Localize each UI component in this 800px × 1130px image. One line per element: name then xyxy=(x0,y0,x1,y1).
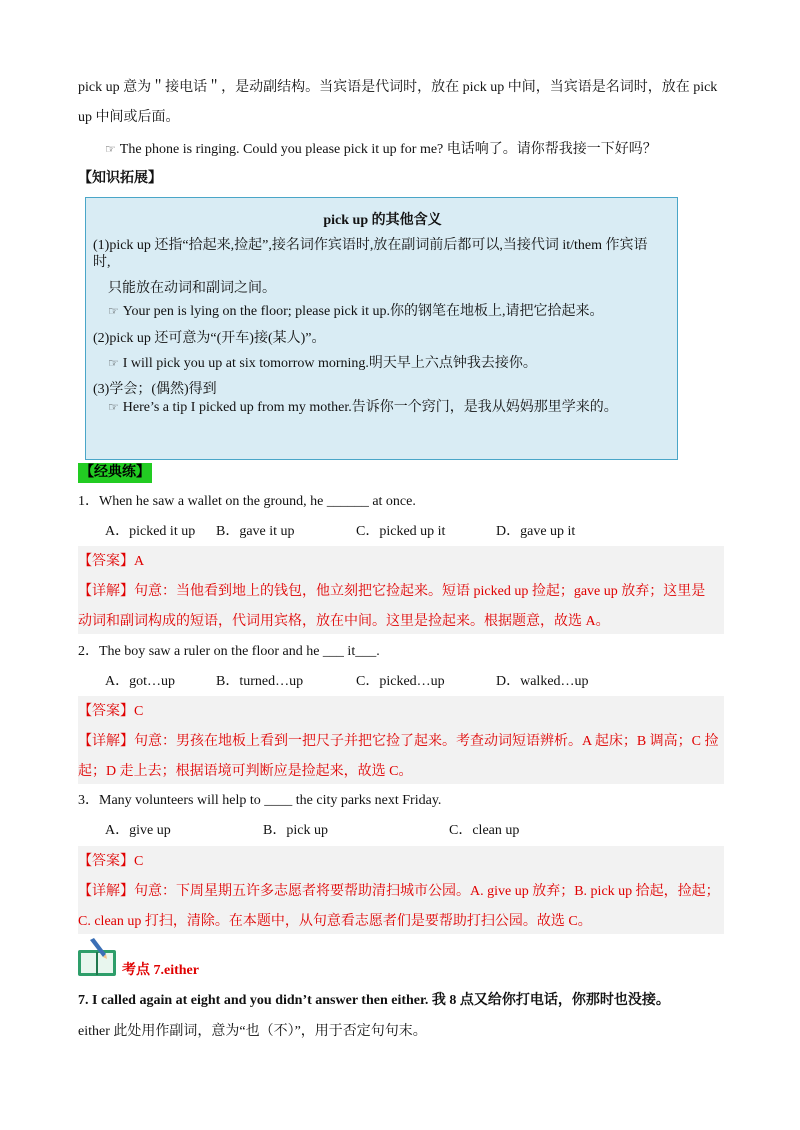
question-3-option-a: A．give up xyxy=(105,823,171,838)
box-example-3-text: Here’s a tip I picked up from my mother.告诉你一个窍门，是我从妈妈那里学来的。 xyxy=(122,400,618,415)
question-2-option-c: C．picked…up xyxy=(356,674,445,689)
question-3-answer: 【答案】C xyxy=(78,854,144,869)
box-example-1-text: Your pen is lying on the floor; please pick it up.你的钢笔在地板上,请把它拾起来。 xyxy=(122,304,604,319)
question-3-option-b: B．pick up xyxy=(263,823,328,838)
question-3-explain-1: 【详解】句意：下周星期五许多志愿者将要帮助清扫城市公园。A. give up 放弃；B. pick up 拾起，捡起； xyxy=(78,884,720,899)
knowledge-box xyxy=(85,197,678,460)
box-title: pick up 的其他含义 xyxy=(323,213,442,228)
point-note: either 此处用作副词，意为“也（不）”，用于否定句句末。 xyxy=(78,1024,427,1039)
question-2-option-d: D．walked…up xyxy=(496,674,589,689)
question-2-explain-2: 起；D 走上去；根据语境可判断应是捡起来，故选 C。 xyxy=(78,764,413,779)
question-1-option-d: D．gave up it xyxy=(496,524,576,539)
question-1-stem: 1．When he saw a wallet on the ground, he ______ at once. xyxy=(78,494,416,509)
point-label: 考点 7.either xyxy=(122,963,199,978)
question-2-stem: 2．The boy saw a ruler on the floor and he ___ it___. xyxy=(78,644,380,659)
question-3-option-c: C．clean up xyxy=(449,823,520,838)
question-2-option-a: A．got…up xyxy=(105,674,175,689)
question-2-answer-block xyxy=(78,696,724,784)
pointing-hand-icon: ☞ xyxy=(108,356,119,370)
box-example-2-text: I will pick you up at six tomorrow morning.明天早上六点钟我去接你。 xyxy=(122,356,537,371)
box-example-2 xyxy=(108,354,537,373)
question-3-explain-2: C. clean up 打扫，清除。在本题中，从句意看志愿者们是要帮助打扫公园。故选 C。 xyxy=(78,914,592,929)
pointing-hand-icon: ☞ xyxy=(108,400,119,414)
point-heading: 7. I called again at eight and you didn’t answer then either. 我 8 点又给你打电话，你那时也没接。 xyxy=(78,993,670,1008)
section-heading-knowledge: 【知识拓展】 xyxy=(78,171,162,186)
box-line-5: (3)学会；(偶然)得到 xyxy=(93,382,217,397)
question-1-explain-1: 【详解】句意：当他看到地上的钱包，他立刻把它捡起来。短语 picked up 捡起；gave up 放弃；这里是 xyxy=(78,584,706,599)
question-1-answer: 【答案】A xyxy=(78,554,145,569)
book-pencil-icon xyxy=(76,938,120,978)
question-2-explain-1: 【详解】句意：男孩在地板上看到一把尺子并把它捡了起来。考查动词短语辨析。A 起床；B 调高；C 捡 xyxy=(78,734,719,749)
box-line-1: (1)pick up 还指“拾起来,捡起”,接名词作宾语时,放在副词前后都可以,当接代词 it/them 作宾语 xyxy=(93,238,648,253)
intro-line-2: up 中间或后面。 xyxy=(78,110,180,125)
box-example-3 xyxy=(108,398,618,417)
intro-line-1: pick up 意为＂接电话＂，是动副结构。当宾语是代词时，放在 pick up 中间，当宾语是名词时，放在 pick xyxy=(78,80,718,95)
question-1-explain-2: 动词和副词构成的短语，代词用宾格，放在中间。这里是捡起来。根据题意，故选 A。 xyxy=(78,614,610,629)
question-3-stem: 3．Many volunteers will help to ____ the city parks next Friday. xyxy=(78,793,442,808)
box-line-4: (2)pick up 还可意为“(开车)接(某人)”。 xyxy=(93,331,326,346)
pointing-hand-icon: ☞ xyxy=(105,142,116,156)
box-line-3: 只能放在动词和副词之间。 xyxy=(108,281,276,296)
question-1-option-b: B．gave it up xyxy=(216,524,295,539)
question-1-option-c: C．picked up it xyxy=(356,524,446,539)
intro-example xyxy=(105,139,753,160)
intro-example-text: The phone is ringing. Could you please pick it up for me? 电话响了。请你帮我接一下好吗？ xyxy=(119,142,657,157)
question-3-answer-block xyxy=(78,846,724,934)
box-line-2: 时, xyxy=(93,255,111,270)
box-example-1 xyxy=(108,302,604,321)
question-2-option-b: B．turned…up xyxy=(216,674,304,689)
question-2-answer: 【答案】C xyxy=(78,704,144,719)
question-1-option-a: A．picked it up xyxy=(105,524,196,539)
pointing-hand-icon: ☞ xyxy=(108,304,119,318)
practice-tag: 【经典练】 xyxy=(78,463,152,483)
question-1-answer-block xyxy=(78,546,724,634)
